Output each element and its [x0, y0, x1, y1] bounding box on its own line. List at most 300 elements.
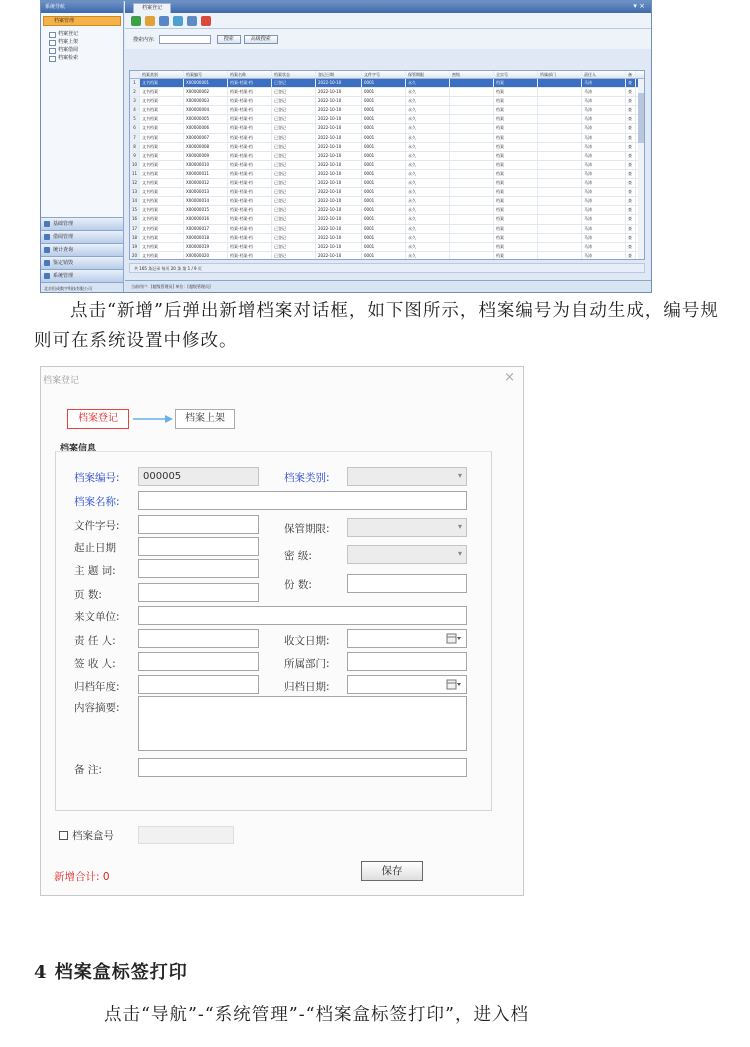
table-cell: X00000011 — [184, 170, 228, 178]
nav-group[interactable]: 基础管理 — [41, 217, 123, 230]
table-cell: 马涛 — [582, 97, 626, 105]
grid-column-header[interactable]: 文件字号 — [362, 71, 406, 78]
table-cell — [538, 124, 582, 132]
table-cell: 已登记 — [272, 179, 316, 187]
category-select[interactable] — [347, 467, 467, 486]
row-number: 4 — [130, 106, 140, 114]
table-row[interactable] — [130, 88, 644, 97]
name-input[interactable] — [138, 491, 467, 510]
box-no-input[interactable] — [138, 826, 234, 844]
table-cell: 2022-10-10 — [316, 124, 362, 132]
table-cell: 2022-10-10 — [316, 170, 362, 178]
table-cell: 查 — [626, 106, 636, 114]
table-cell: 永久 — [406, 234, 450, 242]
table-cell: 档案-档案-档 — [228, 170, 272, 178]
table-cell: 已登记 — [272, 252, 316, 260]
table-cell: 0001 — [362, 79, 406, 87]
nav-group[interactable]: 借阅管理 — [41, 230, 123, 243]
table-cell: 档案-档案-档 — [228, 124, 272, 132]
table-cell: 永久 — [406, 243, 450, 251]
doc-no-input[interactable] — [138, 515, 259, 534]
table-cell: 查 — [626, 188, 636, 196]
table-cell: 永久 — [406, 252, 450, 260]
table-cell: 2022-10-10 — [316, 88, 362, 96]
table-cell: 查 — [626, 252, 636, 260]
table-cell: 永久 — [406, 215, 450, 223]
table-row[interactable] — [130, 97, 644, 106]
nav-group[interactable]: 鉴定销毁 — [41, 256, 123, 269]
table-cell — [538, 215, 582, 223]
table-cell: 2022-10-10 — [316, 215, 362, 223]
table-cell: 查 — [626, 225, 636, 233]
table-row[interactable] — [130, 215, 644, 224]
nav-tree-item[interactable]: 档案检索 — [49, 54, 123, 62]
view-icon[interactable] — [159, 16, 169, 26]
table-cell: 永久 — [406, 225, 450, 233]
chevron-down-icon: ▾ — [457, 471, 462, 480]
row-number: 20 — [130, 252, 140, 260]
table-cell: 档案-档案-档 — [228, 234, 272, 242]
date-range-input[interactable] — [138, 537, 259, 556]
signer-input[interactable] — [138, 652, 259, 671]
grid-corner — [130, 71, 140, 78]
grid-column-header[interactable]: 责任人 — [582, 71, 626, 78]
table-cell — [538, 134, 582, 142]
grid-column-header[interactable]: 全宗号 — [494, 71, 538, 78]
table-cell: 0001 — [362, 97, 406, 105]
table-cell: 查 — [626, 124, 636, 132]
table-cell — [538, 197, 582, 205]
grid-header — [130, 71, 644, 79]
table-cell: 已登记 — [272, 124, 316, 132]
table-cell: 档案 — [494, 225, 538, 233]
close-icon[interactable]: ▾ × — [633, 2, 645, 10]
pages-label: 页 数: — [74, 589, 102, 601]
chevron-down-icon: ▾ — [457, 522, 462, 531]
table-cell: 永久 — [406, 206, 450, 214]
table-cell: 已登记 — [272, 206, 316, 214]
table-cell: 永久 — [406, 106, 450, 114]
table-cell: 文书档案 — [140, 188, 184, 196]
table-row[interactable] — [130, 134, 644, 143]
table-cell: 文书档案 — [140, 124, 184, 132]
table-cell: 0001 — [362, 206, 406, 214]
table-cell: 档案-档案-档 — [228, 206, 272, 214]
table-cell: 2022-10-10 — [316, 243, 362, 251]
table-cell: 档案-档案-档 — [228, 179, 272, 187]
table-cell — [538, 170, 582, 178]
table-cell — [538, 115, 582, 123]
table-cell: 0001 — [362, 124, 406, 132]
table-row[interactable] — [130, 188, 644, 197]
table-row[interactable] — [130, 143, 644, 152]
table-row[interactable] — [130, 243, 644, 252]
grid-column-header[interactable]: 档案类别 — [140, 71, 184, 78]
scroll-thumb[interactable] — [638, 93, 644, 143]
archive-no-field — [138, 467, 259, 486]
table-cell: 0001 — [362, 161, 406, 169]
table-cell: 查 — [626, 215, 636, 223]
table-cell: 档案-档案-档 — [228, 215, 272, 223]
table-cell: 0001 — [362, 197, 406, 205]
owner-input[interactable] — [138, 629, 259, 648]
table-cell: X00000018 — [184, 234, 228, 242]
save-button[interactable]: 保存 — [361, 861, 423, 881]
grid-column-header[interactable]: 密级 — [450, 71, 494, 78]
table-cell: 0001 — [362, 115, 406, 123]
table-cell: X00000017 — [184, 225, 228, 233]
table-cell: 查 — [626, 206, 636, 214]
table-cell: 0001 — [362, 106, 406, 114]
row-number: 5 — [130, 115, 140, 123]
search-input[interactable] — [159, 35, 211, 44]
table-cell: 马涛 — [582, 206, 626, 214]
table-cell: 马涛 — [582, 106, 626, 114]
table-row[interactable] — [130, 179, 644, 188]
table-cell: 文书档案 — [140, 215, 184, 223]
nav-tree-item[interactable]: 档案登记 — [49, 30, 123, 38]
retention-select[interactable] — [347, 518, 467, 537]
date-range-label: 起止日期 — [74, 542, 116, 554]
table-cell: 已登记 — [272, 234, 316, 242]
table-row[interactable] — [130, 106, 644, 115]
group-title: 档案信息 — [60, 444, 97, 454]
table-cell: 2022-10-10 — [316, 134, 362, 142]
delete-icon[interactable] — [201, 16, 211, 26]
secret-select[interactable] — [347, 545, 467, 564]
table-cell: 查 — [626, 234, 636, 242]
table-cell: 马涛 — [582, 170, 626, 178]
flow-arrow-icon — [131, 413, 175, 425]
table-cell: 文书档案 — [140, 97, 184, 105]
table-cell — [538, 143, 582, 151]
grid-column-header[interactable]: 档案状态 — [272, 71, 316, 78]
table-row[interactable] — [130, 161, 644, 170]
table-cell: 档案 — [494, 79, 538, 87]
table-cell: 2022-10-10 — [316, 234, 362, 242]
table-cell: 已登记 — [272, 97, 316, 105]
grid-column-header[interactable]: 保管期限 — [406, 71, 450, 78]
table-cell: 永久 — [406, 188, 450, 196]
table-cell: 2022-10-10 — [316, 106, 362, 114]
source-unit-input[interactable] — [138, 606, 467, 625]
table-cell: 档案-档案-档 — [228, 225, 272, 233]
pages-input[interactable] — [138, 583, 259, 602]
close-icon[interactable]: × — [504, 370, 515, 385]
nav-tree — [41, 26, 123, 62]
edit-icon[interactable] — [145, 16, 155, 26]
table-cell: 2022-10-10 — [316, 79, 362, 87]
signer-label: 签 收 人: — [74, 658, 116, 670]
table-cell: 档案-档案-档 — [228, 152, 272, 160]
grid-body — [130, 79, 644, 260]
table-cell: 已登记 — [272, 106, 316, 114]
table-cell: X00000003 — [184, 97, 228, 105]
paragraph-box-label: 点击“导航”-“系统管理”-“档案盒标签打印”，进入档 — [104, 1005, 530, 1025]
table-cell: X00000013 — [184, 188, 228, 196]
table-cell: 档案 — [494, 152, 538, 160]
table-cell: 已登记 — [272, 215, 316, 223]
row-number: 9 — [130, 152, 140, 160]
table-cell: 档案 — [494, 197, 538, 205]
table-cell: 马涛 — [582, 179, 626, 187]
table-cell — [538, 243, 582, 251]
table-cell — [538, 152, 582, 160]
table-cell: 文书档案 — [140, 152, 184, 160]
table-cell: 文书档案 — [140, 115, 184, 123]
table-cell — [450, 252, 494, 260]
table-cell: 文书档案 — [140, 79, 184, 87]
archive-date-picker[interactable] — [347, 675, 467, 694]
nav-tree-item[interactable]: 档案借阅 — [49, 46, 123, 54]
table-cell — [450, 197, 494, 205]
nav-tree-item[interactable]: 档案上架 — [49, 38, 123, 46]
table-cell: X00000020 — [184, 252, 228, 260]
table-cell: 档案 — [494, 88, 538, 96]
table-cell: 档案-档案-档 — [228, 161, 272, 169]
table-cell — [538, 206, 582, 214]
table-cell — [538, 97, 582, 105]
table-cell: 档案 — [494, 179, 538, 187]
row-number: 2 — [130, 88, 140, 96]
table-cell — [450, 188, 494, 196]
table-cell: 档案 — [494, 143, 538, 151]
table-cell: 马涛 — [582, 115, 626, 123]
row-number: 15 — [130, 206, 140, 214]
table-cell: X00000010 — [184, 161, 228, 169]
table-cell: 0001 — [362, 215, 406, 223]
table-cell: 2022-10-10 — [316, 161, 362, 169]
table-cell: 0001 — [362, 179, 406, 187]
nav-group[interactable]: 统计查询 — [41, 243, 123, 256]
table-cell — [450, 161, 494, 169]
table-cell: X00000015 — [184, 206, 228, 214]
category-label: 档案类别: — [284, 472, 330, 484]
row-number: 18 — [130, 234, 140, 242]
table-cell: 马涛 — [582, 252, 626, 260]
retention-label: 保管期限: — [284, 523, 330, 535]
table-cell: 永久 — [406, 88, 450, 96]
copies-input[interactable] — [347, 574, 467, 593]
copies-label: 份 数: — [284, 579, 312, 591]
keyword-input[interactable] — [138, 559, 259, 578]
table-cell: 档案 — [494, 243, 538, 251]
row-number: 12 — [130, 179, 140, 187]
table-cell: 永久 — [406, 170, 450, 178]
grid-column-header[interactable]: 档案编号 — [184, 71, 228, 78]
table-cell — [450, 79, 494, 87]
row-number: 3 — [130, 97, 140, 105]
table-cell: 档案-档案-档 — [228, 88, 272, 96]
section-heading: 4 档案盒标签打印 — [34, 962, 188, 983]
table-cell — [450, 115, 494, 123]
table-cell — [450, 243, 494, 251]
table-cell: X00000005 — [184, 115, 228, 123]
table-cell: 查 — [626, 88, 636, 96]
table-cell: X00000008 — [184, 143, 228, 151]
table-row[interactable] — [130, 197, 644, 206]
table-cell: 永久 — [406, 152, 450, 160]
table-row[interactable] — [130, 170, 644, 179]
table-cell: 永久 — [406, 79, 450, 87]
table-cell: 已登记 — [272, 243, 316, 251]
table-cell: 马涛 — [582, 215, 626, 223]
table-cell — [450, 225, 494, 233]
table-row[interactable] — [130, 225, 644, 234]
table-cell: 0001 — [362, 243, 406, 251]
table-cell: 查 — [626, 143, 636, 151]
table-cell: 档案-档案-档 — [228, 243, 272, 251]
row-number: 16 — [130, 215, 140, 223]
table-cell: 永久 — [406, 134, 450, 142]
table-cell: 已登记 — [272, 170, 316, 178]
grid-column-header[interactable]: 档案名称 — [228, 71, 272, 78]
nav-item-archive-management[interactable]: 档案管理 — [43, 16, 121, 26]
table-cell: 档案-档案-档 — [228, 79, 272, 87]
table-cell: 2022-10-10 — [316, 252, 362, 260]
table-cell: 2022-10-10 — [316, 225, 362, 233]
table-cell: 2022-10-10 — [316, 152, 362, 160]
table-cell: 档案 — [494, 188, 538, 196]
table-cell: 档案 — [494, 161, 538, 169]
status-bar: 当前用户：[超级管理员] 单位：[超级管理员] — [125, 280, 651, 292]
import-icon[interactable] — [173, 16, 183, 26]
table-cell: 马涛 — [582, 225, 626, 233]
summary-textarea[interactable] — [138, 696, 467, 751]
add-icon[interactable] — [131, 16, 141, 26]
table-cell — [538, 188, 582, 196]
table-cell: 0001 — [362, 152, 406, 160]
grid-column-header[interactable]: 所属部门 — [538, 71, 582, 78]
table-cell: 文书档案 — [140, 206, 184, 214]
table-cell: 马涛 — [582, 88, 626, 96]
table-cell: X00000004 — [184, 106, 228, 114]
table-cell: 查 — [626, 79, 636, 87]
table-cell: 查 — [626, 170, 636, 178]
table-cell — [450, 97, 494, 105]
table-cell — [538, 234, 582, 242]
grid-column-header[interactable]: 备 — [626, 71, 636, 78]
table-cell: 马涛 — [582, 143, 626, 151]
table-cell — [450, 124, 494, 132]
table-cell: X00000001 — [184, 79, 228, 87]
table-cell: 文书档案 — [140, 252, 184, 260]
table-cell: 文书档案 — [140, 225, 184, 233]
grid-column-header[interactable]: 登记日期 — [316, 71, 362, 78]
table-cell: 已登记 — [272, 79, 316, 87]
step-shelve: 档案上架 — [175, 409, 235, 429]
table-cell: 0001 — [362, 225, 406, 233]
table-cell — [538, 79, 582, 87]
table-cell: 永久 — [406, 115, 450, 123]
calendar-icon[interactable] — [446, 678, 462, 691]
table-cell: 已登记 — [272, 115, 316, 123]
row-number: 1 — [130, 79, 140, 87]
table-cell: 档案 — [494, 106, 538, 114]
table-cell — [450, 234, 494, 242]
box-no-label: 档案盒号 — [72, 830, 114, 842]
receive-date-picker[interactable] — [347, 629, 467, 648]
tab-archive-register[interactable]: 档案登记 — [133, 3, 171, 13]
table-cell — [538, 179, 582, 187]
table-row[interactable] — [130, 234, 644, 243]
table-cell: 2022-10-10 — [316, 197, 362, 205]
search-button[interactable]: 搜索 — [217, 35, 241, 44]
row-number: 17 — [130, 225, 140, 233]
table-cell — [450, 88, 494, 96]
archive-app-screenshot — [40, 0, 652, 293]
table-cell: 2022-10-10 — [316, 179, 362, 187]
grid-scrollbar[interactable] — [638, 79, 644, 259]
table-row[interactable] — [130, 152, 644, 161]
table-cell: 已登记 — [272, 88, 316, 96]
table-cell: 2022-10-10 — [316, 188, 362, 196]
table-cell: 档案-档案-档 — [228, 143, 272, 151]
table-cell: 2022-10-10 — [316, 143, 362, 151]
table-cell: 查 — [626, 243, 636, 251]
table-cell — [450, 215, 494, 223]
year-input[interactable] — [138, 675, 259, 694]
calendar-icon[interactable] — [446, 632, 462, 645]
row-number: 14 — [130, 197, 140, 205]
dept-label: 所属部门: — [284, 658, 330, 670]
table-cell: 文书档案 — [140, 106, 184, 114]
box-no-checkbox[interactable] — [59, 831, 68, 840]
grid-pager[interactable]: 共 165 条记录 每页 20 条 第 1 / 9 页 — [129, 263, 645, 273]
table-cell: 永久 — [406, 161, 450, 169]
remark-label: 备 注: — [74, 764, 102, 776]
archive-no-label: 档案编号: — [74, 472, 120, 484]
remark-input[interactable] — [138, 758, 467, 777]
table-row[interactable] — [130, 79, 644, 88]
table-cell: 0001 — [362, 143, 406, 151]
table-cell: 文书档案 — [140, 197, 184, 205]
table-cell — [538, 225, 582, 233]
summary-label: 内容摘要: — [74, 702, 120, 714]
table-cell — [450, 152, 494, 160]
table-cell: 文书档案 — [140, 143, 184, 151]
table-cell: 档案-档案-档 — [228, 97, 272, 105]
table-cell: 已登记 — [272, 134, 316, 142]
table-cell — [450, 170, 494, 178]
table-cell: 档案 — [494, 97, 538, 105]
nav-group[interactable]: 系统管理 — [41, 269, 123, 282]
table-cell: 查 — [626, 134, 636, 142]
table-cell: 马涛 — [582, 124, 626, 132]
table-row[interactable] — [130, 124, 644, 133]
table-row[interactable] — [130, 252, 644, 260]
table-cell — [450, 143, 494, 151]
row-number: 11 — [130, 170, 140, 178]
table-row[interactable] — [130, 206, 644, 215]
source-unit-label: 来文单位: — [74, 611, 120, 623]
table-cell: 查 — [626, 152, 636, 160]
export-icon[interactable] — [187, 16, 197, 26]
table-cell: X00000002 — [184, 88, 228, 96]
archive-date-label: 归档日期: — [284, 681, 330, 693]
dept-input[interactable] — [347, 652, 467, 671]
year-label: 归档年度: — [74, 681, 120, 693]
row-number: 10 — [130, 161, 140, 169]
table-cell: X00000016 — [184, 215, 228, 223]
table-cell: 马涛 — [582, 188, 626, 196]
archive-register-dialog — [40, 366, 524, 896]
paragraph-intro: 点击“新增”后弹出新增档案对话框，如下图所示，档案编号为自动生成，编号规则可在系统设置中修改。 — [34, 301, 719, 351]
table-cell — [538, 161, 582, 169]
table-row[interactable] — [130, 115, 644, 124]
advanced-search-button[interactable]: 高级搜索 — [244, 35, 278, 44]
table-cell — [450, 106, 494, 114]
